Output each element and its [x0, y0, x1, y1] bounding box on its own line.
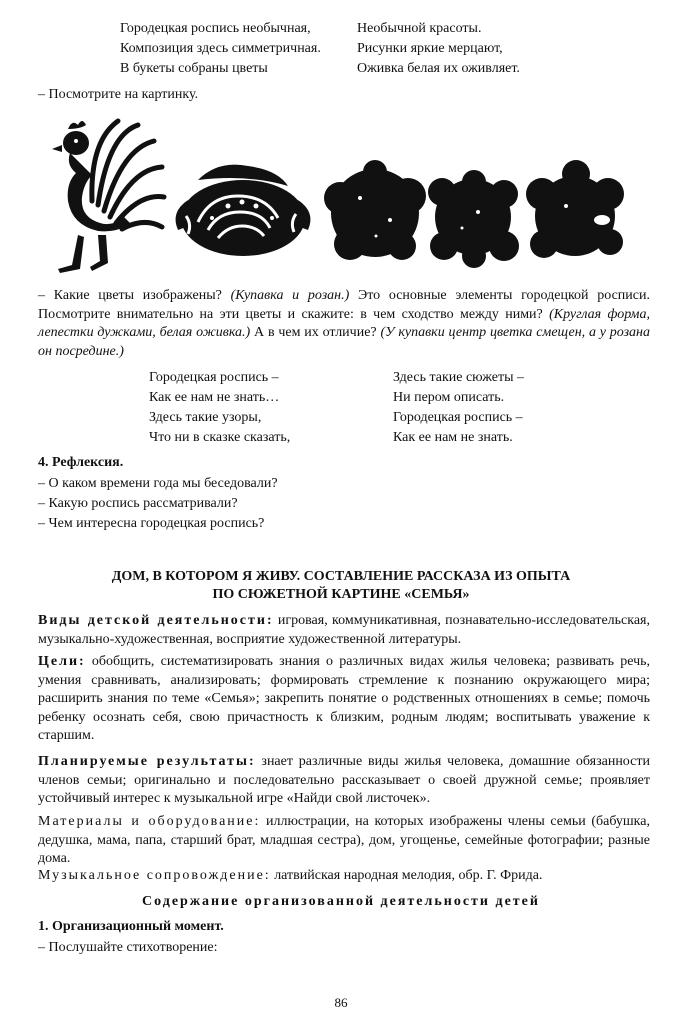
content-heading: Содержание организованной деятельности детей: [142, 894, 540, 909]
page-number: 86: [334, 995, 348, 1010]
verse2-right-line: Здесь такие сюжеты –: [393, 370, 525, 385]
question-text: – Какие цветы изображены?: [38, 288, 231, 303]
rosan-flower-icon: [418, 162, 528, 272]
activities-paragraph: [38, 612, 650, 649]
question-answer: (Купавка и розан.): [230, 288, 350, 303]
verse1-left-line: Композиция здесь симметричная.: [120, 41, 321, 56]
rosan-flower-icon: [320, 158, 430, 268]
rooster-icon: [38, 115, 168, 275]
question-answer: (У купавки центр цветка смещен, а у розана он посредине.): [38, 325, 651, 359]
org-heading: 1. Организационный момент.: [38, 919, 224, 934]
goals-text: обобщить, систематизировать знания о различных видах жилья человека; развивать речь, умения сравнивать, анализировать; формировать стремление к познанию окружающего мира; расширить знания по теме «Семья»; закрепить понятие о родственных отношениях в семье; помочь ребенку осознать себя, свою причастность к близким, родным людям; воспитывать уважение к старшим.: [38, 654, 650, 744]
results-label: Планируемые результаты:: [38, 754, 256, 769]
results-paragraph: [38, 753, 650, 809]
verse2-left-line: Как ее нам не знать…: [149, 390, 280, 405]
reflection-question: – Чем интересна городецкая роспись?: [38, 516, 265, 531]
illustration-strip: [38, 110, 638, 280]
question-text: А в чем их отличие?: [250, 325, 381, 341]
lesson-title-line: ДОМ, В КОТОРОМ Я ЖИВУ. СОСТАВЛЕНИЕ РАССКАЗА ИЗ ОПЫТА: [111, 569, 571, 584]
verse2-left-line: Здесь такие узоры,: [149, 410, 262, 425]
reflection-heading: 4. Рефлексия.: [38, 455, 124, 470]
goals-paragraph: [38, 653, 650, 746]
verse2-right-line: Городецкая роспись –: [393, 410, 523, 425]
question-answer: (Круглая форма, лепестки дужками, белая оживка.): [38, 306, 650, 341]
materials-paragraph: [38, 813, 650, 869]
materials-text: иллюстрации, на которых изображены члены семьи (бабушка, дедушка, мама, папа, старший брат, младшая сестра), дом, угощенье, семейные фотографии; разные дома.: [38, 814, 650, 867]
lesson-title-line: ПО СЮЖЕТНОЙ КАРТИНЕ «СЕМЬЯ»: [212, 587, 470, 602]
materials-label: Материалы и оборудование:: [38, 814, 261, 829]
verse2-right-line: Ни пером описать.: [393, 390, 505, 405]
question-paragraph: [38, 287, 650, 361]
verse1-left-line: Городецкая роспись необычная,: [120, 21, 311, 36]
music-text: латвийская народная мелодия, обр. Г. Фрида.: [270, 868, 543, 883]
kupavka-flower-icon: [168, 160, 318, 270]
rosan-flower-icon: [520, 158, 630, 268]
lesson-title: [0, 568, 682, 604]
activities-label: Виды детской деятельности:: [38, 613, 274, 628]
reflection-question: – Какую роспись рассматривали?: [38, 496, 238, 511]
verse1-right-line: Необычной красоты.: [357, 21, 482, 36]
verse1-left-line: В букеты собраны цветы: [120, 61, 268, 76]
verse1-right-line: Рисунки яркие мерцают,: [357, 41, 503, 56]
listen-instruction: – Послушайте стихотворение:: [38, 940, 218, 955]
goals-label: Цели:: [38, 654, 86, 669]
activities-text: игровая, коммуникативная, познавательно-исследовательская, музыкально-художественная, восприятие художественной литературы.: [38, 613, 650, 647]
music-label: Музыкальное сопровождение:: [38, 868, 271, 883]
verse1-right-line: Оживка белая их оживляет.: [357, 61, 520, 76]
reflection-question: – О каком времени года мы беседовали?: [38, 476, 278, 491]
question-text: Это основные элементы городецкой росписи. Посмотрите внимательно на эти цветы и скажите: в чем сходство между ними?: [38, 288, 650, 322]
results-text: знает различные виды жилья человека, домашние обязанности членов семьи; оригинально и последовательно рассказывает о своей дружной семье; проявляет устойчивый интерес к музыкальной игре «Найди свой листочек».: [38, 754, 650, 807]
music-paragraph: [38, 867, 650, 886]
verse2-left-line: Городецкая роспись –: [149, 370, 279, 385]
verse2-left-line: Что ни в сказке сказать,: [149, 430, 291, 445]
look-instruction: – Посмотрите на картинку.: [38, 87, 199, 102]
verse2-right-line: Как ее нам не знать.: [393, 430, 513, 445]
